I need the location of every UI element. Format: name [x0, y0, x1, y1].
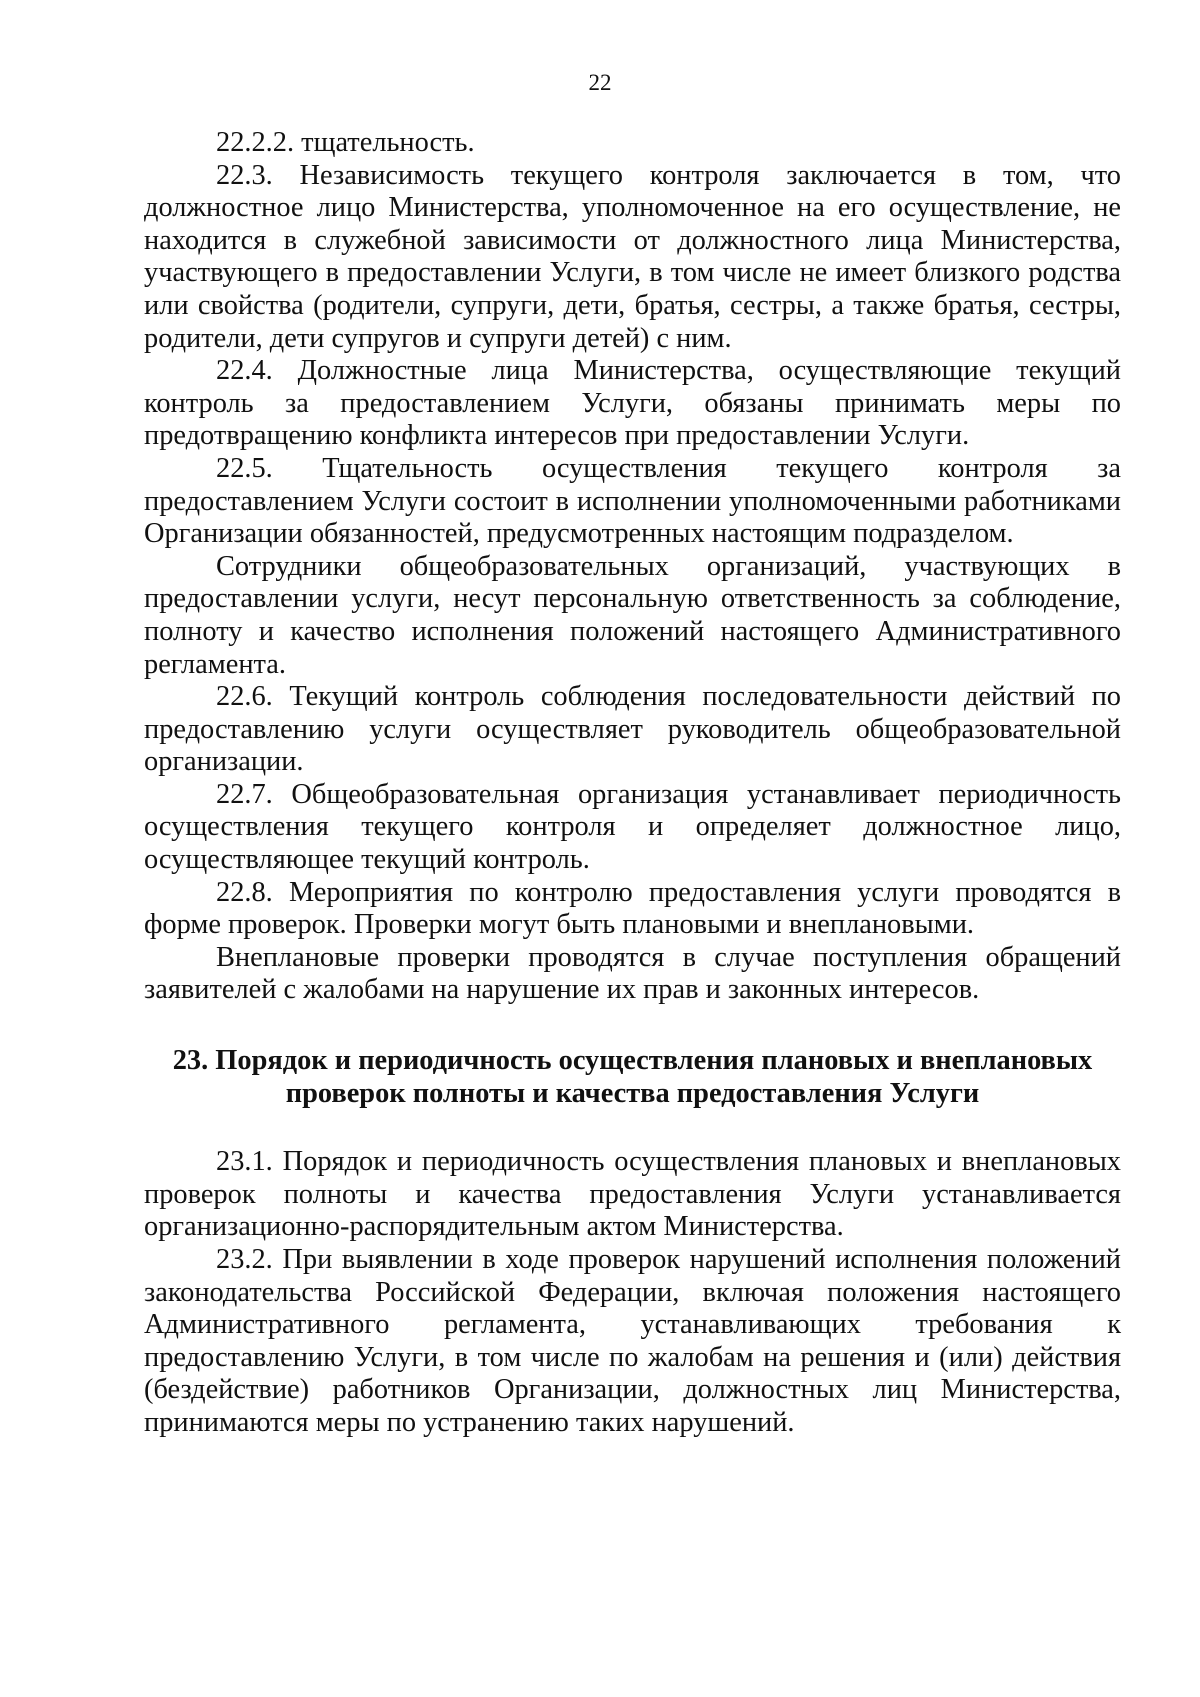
paragraph-23-2: 23.2. При выявлении в ходе проверок нарушений исполнения положений законодательства Российской Федерации, включая положения настоящего Административного регламента, устанавливающих требования к предоставлению Услуги, в том числе по жалобам на решения и (или) действия (бездействие) работников Организации, должностных лиц Министерства, принимаются меры по устранению таких нарушений.	[144, 1244, 1121, 1438]
section-heading-23	[144, 1045, 1121, 1110]
paragraph-23-1: 23.1. Порядок и периодичность осуществления плановых и внеплановых проверок полноты и качества предоставления Услуги устанавливается организационно-распорядительным актом Министерства.	[144, 1146, 1121, 1243]
paragraph-22-2-2: 22.2.2. тщательность.	[216, 127, 475, 158]
paragraph-unplanned-checks: Внеплановые проверки проводятся в случае поступления обращений заявителей с жалобами на нарушение их прав и законных интересов.	[144, 941, 1121, 1006]
section-heading-line-2: проверок полноты и качества предоставления Услуги	[285, 1077, 980, 1109]
document-body	[144, 127, 1121, 1440]
section-heading-line-1: 23. Порядок и периодичность осуществления плановых и внеплановых	[172, 1045, 1093, 1077]
paragraph-staff-responsibility: Сотрудники общеобразовательных организаций, участвующих в предоставлении услуги, несут персональную ответственность за соблюдение, полноту и качество исполнения положений настоящего Административного регламента.	[144, 550, 1121, 680]
paragraph-22-3: 22.3. Независимость текущего контроля заключается в том, что должностное лицо Министерства, уполномоченное на его осуществление, не находится в служебной зависимости от должностного лица Министерства, участвующего в предоставлении Услуги, в том числе не имеет близкого родства или свойства (родители, супруги, дети, братья, сестры, а также братья, сестры, родители, дети супругов и супруги детей) с ним.	[144, 159, 1121, 354]
paragraph-22-7: 22.7. Общеобразовательная организация устанавливает периодичность осуществления текущего контроля и определяет должностное лицо, осуществляющее текущий контроль.	[144, 778, 1121, 876]
paragraph-22-4: 22.4. Должностные лица Министерства, осуществляющие текущий контроль за предоставлением Услуги, обязаны принимать меры по предотвращению конфликта интересов при предоставлении Услуги.	[144, 355, 1121, 452]
paragraph-22-6: 22.6. Текущий контроль соблюдения последовательности действий по предоставлению услуги осуществляет руководитель общеобразовательной организации.	[144, 681, 1121, 778]
paragraph-22-8: 22.8. Мероприятия по контролю предоставления услуги проводятся в форме проверок. Проверки могут быть плановыми и внеплановыми.	[144, 876, 1121, 941]
page-number: 22	[588, 70, 612, 95]
paragraph-22-5: 22.5. Тщательность осуществления текущего контроля за предоставлением Услуги состоит в исполнении уполномоченными работниками Организации обязанностей, предусмотренных настоящим подразделом.	[144, 452, 1121, 550]
